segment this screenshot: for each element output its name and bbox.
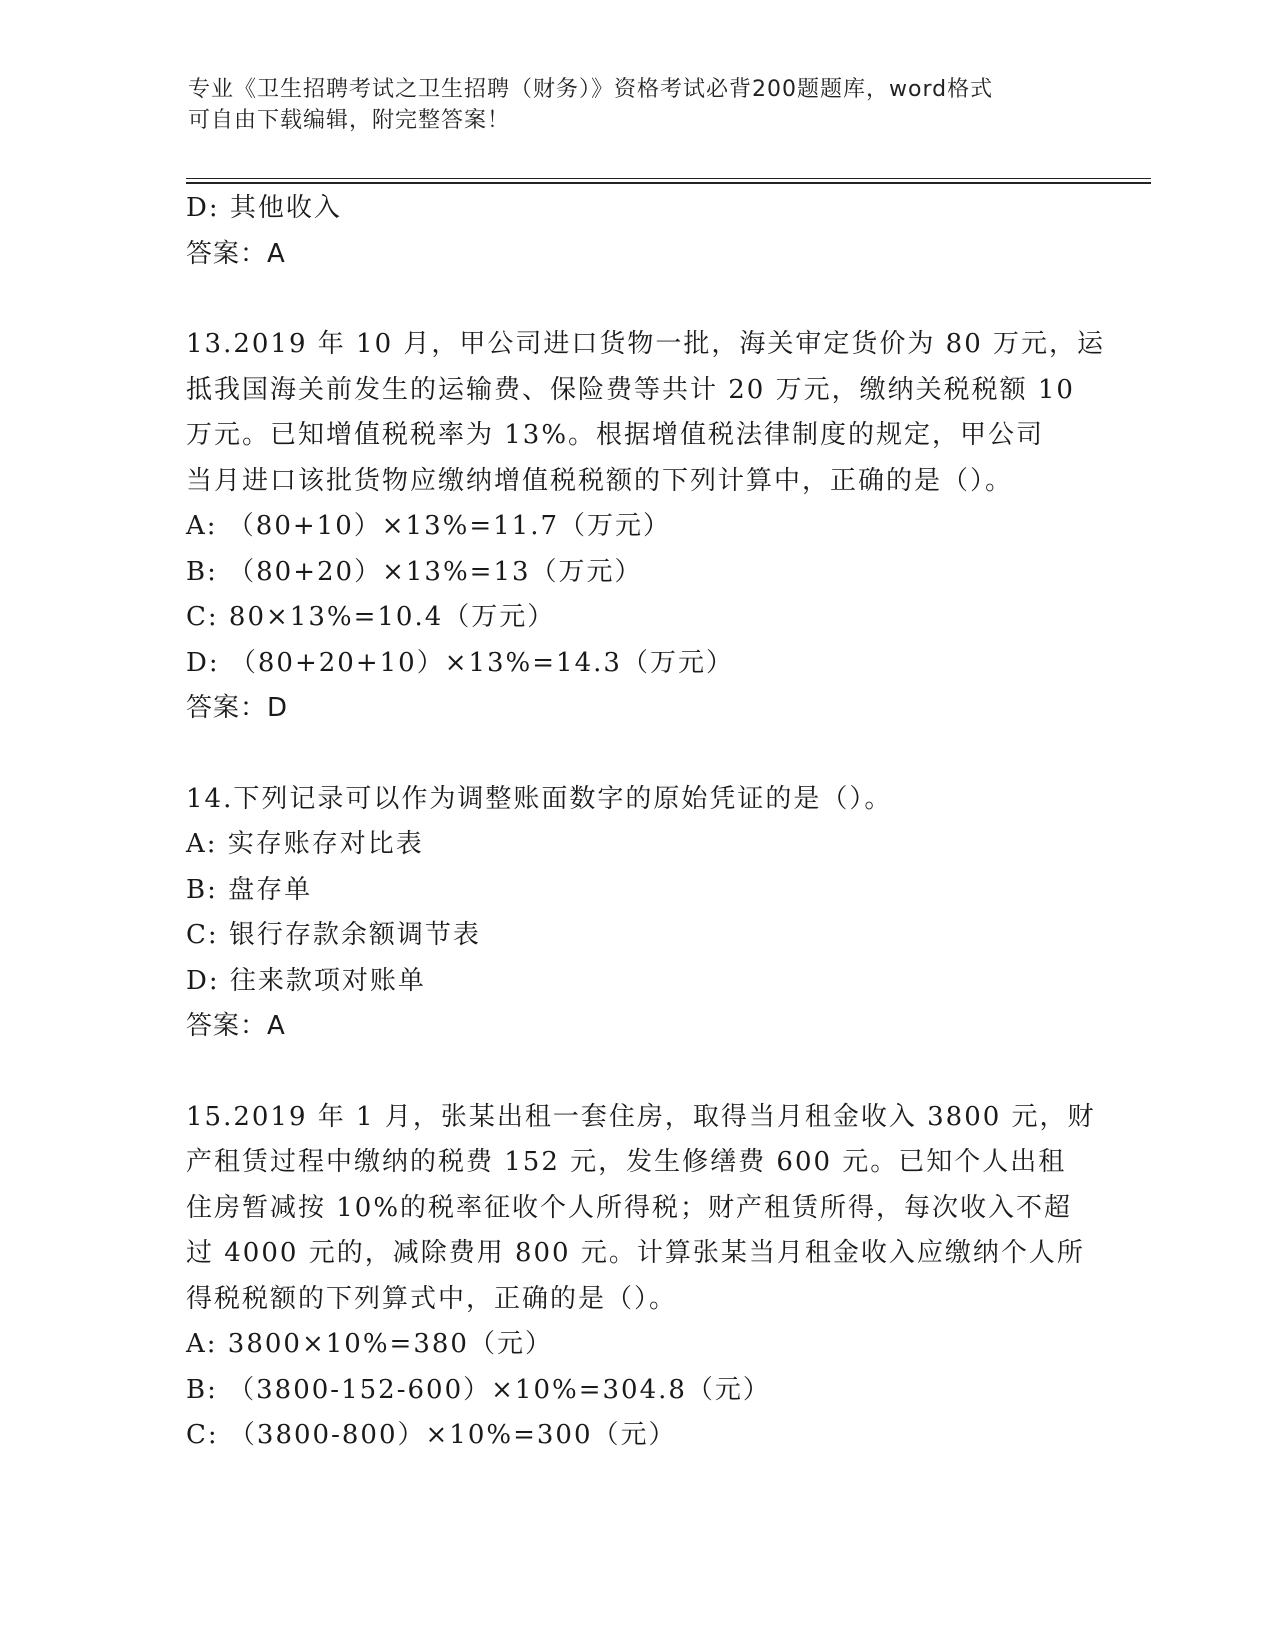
spacer: [186, 1050, 1086, 1095]
option-d: D: 往来款项对账单: [186, 965, 426, 996]
question-stem-line: 得税税额的下列算式中，正确的是（）。: [186, 1283, 678, 1314]
page-header: [188, 74, 1078, 136]
option-c: C: （3800-800）×10%=300（元）: [186, 1420, 677, 1450]
header-divider: [186, 178, 1151, 179]
option-d: D: 其他收入: [186, 193, 342, 223]
option-a: A: （80+10）×13%=11.7（万元）: [186, 511, 672, 541]
option-b: B: （3800-152-600）×10%=304.8（元）: [186, 1374, 771, 1405]
header-line-2: 可自由下载编辑，附完整答案！: [188, 108, 511, 133]
question-stem-line: 13.2019 年 10 月，甲公司进口货物一批，海关审定货价为 80 万元，运: [186, 329, 1106, 359]
question-14: [186, 777, 1086, 1050]
question-stem-line: 万元。已知增值税税率为 13%。根据增值税法律制度的规定，甲公司: [186, 420, 1045, 450]
option-a: A: 3800×10%=380（元）: [186, 1329, 553, 1359]
question-15: [186, 1095, 1096, 1459]
question-stem-line: 产租赁过程中缴纳的税费 152 元，发生修缮费 600 元。已知个人出租: [186, 1147, 1067, 1177]
option-a: A: 实存账存对比表: [186, 829, 424, 859]
question-stem-line: 抵我国海关前发生的运输费、保险费等共计 20 万元，缴纳关税税额 10: [186, 374, 1075, 405]
question-stem-line: 住房暂减按 10%的税率征收个人所得税；财产租赁所得，每次收入不超: [186, 1192, 1073, 1223]
spacer: [186, 732, 1086, 777]
option-b: B: （80+20）×13%=13（万元）: [186, 556, 643, 587]
question-stem-line: 过 4000 元的，减除费用 800 元。计算张某当月租金收入应缴纳个人所: [186, 1238, 1085, 1268]
answer: 答案：A: [186, 1011, 286, 1041]
option-b: B: 盘存单: [186, 874, 313, 905]
answer: 答案：D: [186, 693, 289, 723]
option-d: D: （80+20+10）×13%=14.3（万元）: [186, 647, 734, 678]
header-line-1: 专业《卫生招聘考试之卫生招聘（财务）》资格考试必背200题题库，word格式: [188, 77, 994, 102]
question-13: [186, 322, 1106, 732]
question-stem-line: 当月进口该批货物应缴纳增值税税额的下列计算中，正确的是（）。: [186, 465, 1014, 496]
spacer: [186, 277, 1086, 322]
answer: 答案：A: [186, 238, 286, 269]
question-stem-line: 15.2019 年 1 月，张某出租一套住房，取得当月租金收入 3800 元，财: [186, 1101, 1096, 1132]
question-stem-line: 14.下列记录可以作为调整账面数字的原始凭证的是（）。: [186, 783, 893, 814]
question-12-tail: [186, 186, 1086, 277]
option-c: C: 80×13%=10.4（万元）: [186, 602, 556, 632]
header-divider-thick: [186, 182, 1151, 184]
document-body: [186, 186, 1106, 1459]
option-c: C: 银行存款余额调节表: [186, 920, 481, 950]
